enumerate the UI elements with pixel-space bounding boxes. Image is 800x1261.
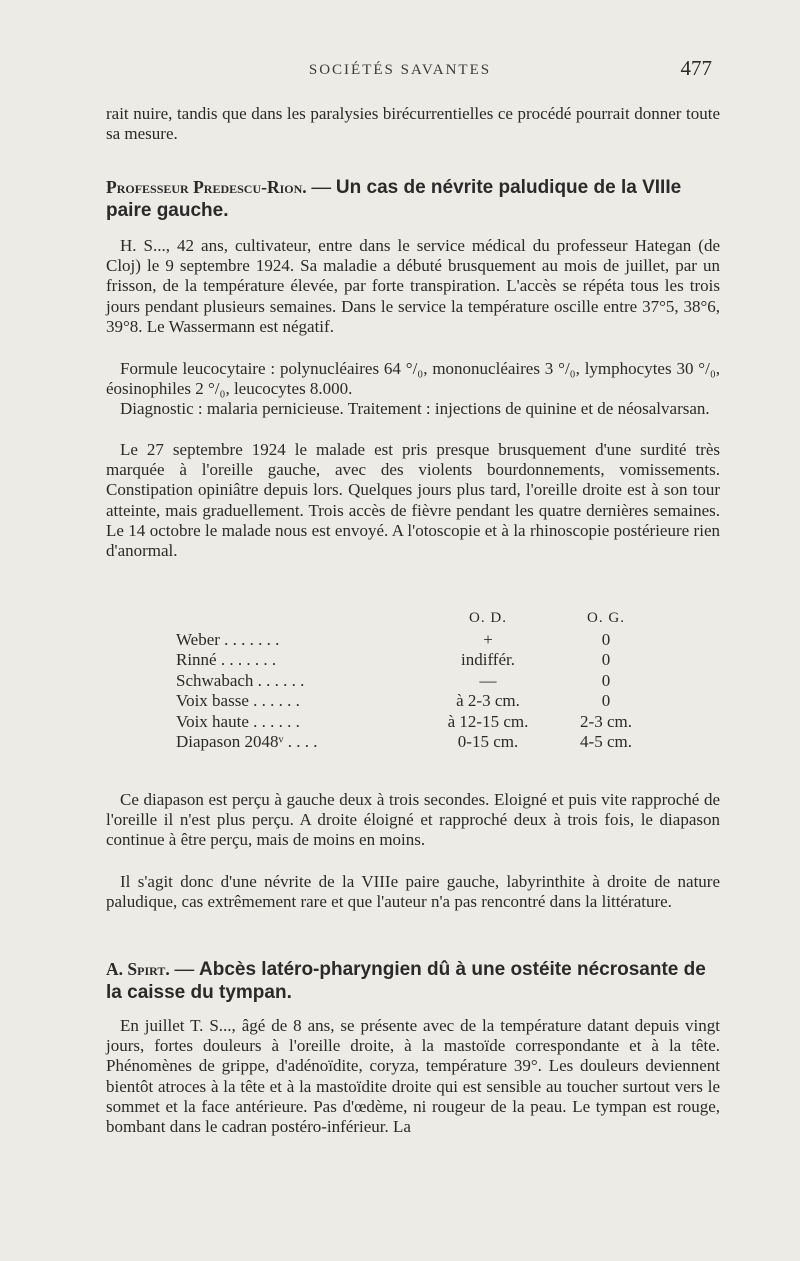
page-number: 477 [680,56,712,80]
row-label: Weber . . . . . . . [176,630,280,649]
cell-og: 0 [601,670,611,690]
case-paragraph: H. S..., 42 ans, cultivateur, entre dans le service médical du professeur Hategan (de Cloj) le 9 septembre 1924. Sa maladie a débuté brusquement au mois de juillet, par un frisson, de la température élevée, par forte transpiration. L'accès se répéta tous les trois jours pendant plusieurs semaines. Dans le service la température oscille entre 37°5, 38°6, 39°8. Le Wassermann est négatif. [106,236,720,336]
table-row [176,630,656,650]
hearing-test-table [176,608,656,752]
cell-od: indiffér. [461,650,515,670]
row-label: Diapason 2048ᵛ . . . . [176,731,318,751]
conclusion-paragraph: Il s'agit donc d'une névrite de la VIIIe paire gauche, labyrinthite à droite de nature paludique, cas extrêmement rare et que l'auteur n'a pas rencontré dans la littérature. [106,872,720,912]
article-title: Abcès latéro-pharyngien dû à une ostéite nécrosante de la caisse du tympan. [106,959,706,1003]
case-paragraph: Formule leucocytaire : polynucléaires 64 °/₀, mononucléaires 3 °/₀, lymphocytes 30 °/₀, éosinophiles 2 °/₀, leucocytes 8.000. [106,359,720,399]
cell-og: 0 [601,691,611,711]
table-row [176,732,656,752]
heading-dash: — [311,177,332,198]
heading-dash: — [174,959,195,980]
column-header-od: O. D. [469,610,507,626]
cell-og: 4-5 cm. [580,731,632,751]
case-paragraph: Le 27 septembre 1924 le malade est pris presque brusquement d'une surdité très marquée à l'oreille gauche, avec des violents bourdonnements, vomissements. Constipation opiniâtre depuis lors. Quelques jours plus tard, l'oreille droite est à son tour atteinte, mais graduellement. Trois accès de fièvre pendant les quatre dernières semaines. Le 14 octobre le malade nous est envoyé. A l'otoscopie et à la rhinoscopie postérieure rien d'anormal. [106,440,720,561]
article-title: Un cas de névrite paludique de la VIIIe paire gauche. [106,177,682,221]
cell-od: — [479,670,497,690]
article-heading [106,958,726,1004]
column-header-og: O. G. [587,610,625,626]
case-paragraph: Ce diapason est perçu à gauche deux à trois secondes. Eloigné et puis vite rapproché de l'oreille il n'est plus perçu. A droite éloigné et rapproché deux à trois fois, le diapason continue à être perçu, mais de moins en moins. [106,790,720,850]
row-label: Voix haute . . . . . . [176,711,300,731]
cell-od: à 12-15 cm. [447,711,529,731]
article-heading [106,176,726,222]
case-paragraph: En juillet T. S..., âgé de 8 ans, se présente avec de la température datant depuis vingt jours, fortes douleurs à l'oreille droite, à la mastoïde correspondante et à la tête. Phénomènes de grippe, d'adénoïdite, coryza, température 39°. Les douleurs deviennent bientôt atroces à la tête et à la mastoïdite droite qui est sensible au toucher surtout vers le sommet et la face antérieure. Pas d'œdème, ni rougeur de la peau. Le tympan est rouge, bombant dans le cadran postéro-inférieur. La [106,1016,720,1137]
cell-od: 0-15 cm. [457,731,519,751]
cell-od: à 2-3 cm. [456,691,520,711]
table-row [176,671,656,691]
table-row [176,650,656,670]
article-author: A. Spirt. [106,959,170,979]
case-paragraph: Diagnostic : malaria pernicieuse. Traitement : injections de quinine et de néosalvarsan. [120,399,710,418]
cell-od: + [483,630,493,649]
table-row [176,712,656,732]
cell-og: 0 [601,650,611,670]
row-label: Schwabach . . . . . . [176,670,305,690]
row-label: Voix basse . . . . . . [176,691,300,711]
table-row [176,691,656,711]
cell-og: 0 [601,630,611,649]
article-author: Professeur Predescu-Rion. [106,177,307,197]
table-header [176,608,656,630]
cell-og: 2-3 cm. [580,711,632,731]
row-label: Rinné . . . . . . . [176,650,277,670]
intro-paragraph: rait nuire, tandis que dans les paralysies birécurrentielles ce procédé pourrait donner toute sa mesure. [106,104,720,144]
running-header: SOCIÉTÉS SAVANTES [308,62,492,78]
